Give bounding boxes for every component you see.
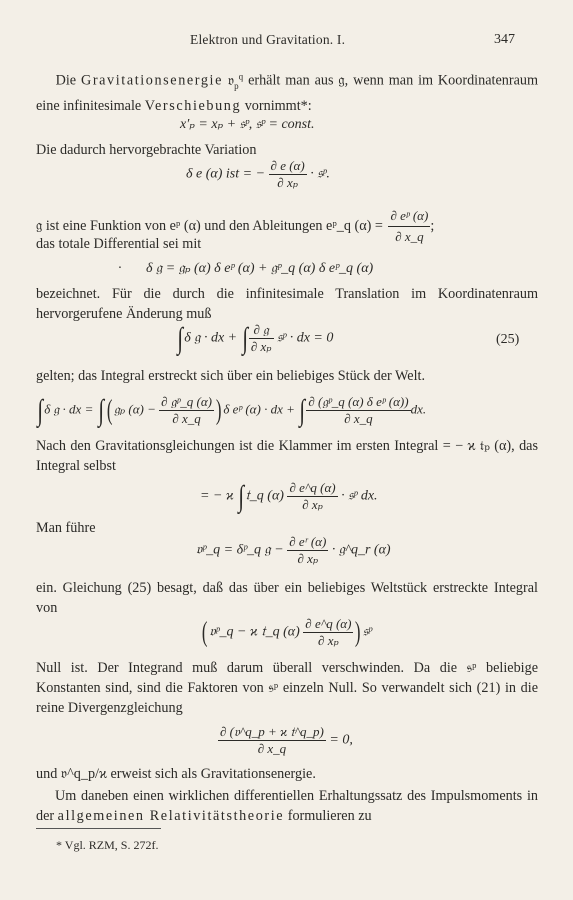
- paragraph-translation-change: bezeichnet. Für die durch die infinitesimale Translation im Koordinatenraum hervorgerufene Änderung muß: [36, 286, 538, 322]
- paragraph-introduce: Man führe: [36, 520, 96, 536]
- page-number: 347: [494, 32, 515, 47]
- running-title: Elektron und Gravitation. I.: [190, 32, 346, 47]
- equation-translation: x′ₚ = xₚ + 𝔰ᵖ, 𝔰ᵖ = const.: [180, 117, 315, 132]
- paragraph-integrand-vanishes: Null ist. Der Integrand muß darum überall verschwinden. Da die 𝔰ᵖ beliebige Konstanten sind, sind die Faktoren von 𝔰ᵖ einzeln Null. So verwandelt sich (21) in die reine Divergenzgleichung: [36, 660, 538, 716]
- paragraph-variation: Die dadurch hervorgebrachte Variation: [36, 142, 257, 158]
- equation-divergence: $\frac{\text{∂ (𝔳\textasciicircum{}q\_p + ϰ 𝔱\textasciicircum{}q\_p)}}{\partial x\_q}$ = 0,: [220, 724, 353, 756]
- equation-variation: δ e (α) ist = − $\frac{\partial e (\alpha)}{\text{∂ xₚ}}$ · 𝔰ᵖ.: [186, 158, 330, 190]
- equation-number: (25): [496, 332, 520, 347]
- paragraph-total-differential: das totale Differential sei mit: [36, 236, 202, 252]
- footnote-divider: [36, 828, 161, 829]
- text-fragment: erhält man aus 𝔤, wenn man im Koordinatenraum eine infinitesimale: [36, 72, 539, 114]
- paragraph-gravitational-energy: [36, 66, 538, 116]
- spaced-term: Verschiebung: [144, 97, 242, 114]
- equation-v-definition: 𝔳ᵖ_q = δᵖ_q 𝔤 − $\frac{\text{∂ eʳ (α)}}{\text{∂ xₚ}}$ · 𝔤^q_r (α): [196, 534, 391, 566]
- paragraph-g-function: 𝔤 ist eine Funktion von eᵖ (α) und den Ableitungen eᵖ_q (α) = $\frac{\text{∂ eᵖ (α)}}{\partial x\_q}$ ;: [36, 206, 538, 247]
- paragraph-gravitational-energy-conclusion: und 𝔳^q_p/ϰ erweist sich als Gravitationsenergie.: [36, 766, 316, 782]
- paragraph-integral-extent: gelten; das Integral erstreckt sich über ein beliebiges Stück der Welt.: [36, 368, 426, 384]
- equation-integral-itself: = − ϰ ∫𝔱_q (α) $\frac{\partial e\^{}q (\alpha)}{\text{∂ xₚ}}$ · 𝔰ᵖ dx.: [200, 479, 378, 513]
- equation-25: ∫δ 𝔤 · dx + ∫ $\frac{\text{∂ 𝔤}}{\text{∂ xₚ}}$ 𝔰ᵖ · dx = 0: [177, 321, 334, 355]
- spaced-term: Gravitationsenergie: [80, 72, 223, 89]
- paragraph-gravitational-equations: Nach den Gravitationsgleichungen ist die Klammer im ersten Integral = − ϰ 𝔱ₚ (α), das Integral selbst: [36, 438, 538, 474]
- text-fragment: Die: [55, 72, 81, 89]
- equation-integral-split: ∫δ 𝔤 · dx = ∫ ( 𝔤ₚ (α) − $\frac{\text{∂ 𝔤ᵖ\_q (α)}}{\partial x\_q}$ ) δ eᵖ (α) · dx + ∫ $\frac{\text{∂ (𝔤ᵖ\_q (α) δ eᵖ (α))}}{\partial x\_q}$ dx.: [37, 393, 427, 427]
- paragraph-equation-25-states: ein. Gleichung (25) besagt, daß das über ein beliebiges Weltstück erstreckte Integral von: [36, 580, 538, 616]
- paragraph-angular-momentum: Um daneben einen wirklichen differentiellen Erhaltungssatz des Impulsmoments in der allgemeinen Relativitätstheorie formulieren zu: [36, 788, 538, 824]
- equation-total-differential: · δ 𝔤 = 𝔤ₚ (α) δ eᵖ (α) + 𝔤ᵖ_q (α) δ eᵖ_q (α): [118, 261, 374, 276]
- symbol-v: 𝔳$_p^q$: [223, 71, 244, 91]
- footnote: * Vgl. RZM, S. 272f.: [56, 838, 159, 852]
- text-fragment: vornimmt*:: [241, 97, 312, 114]
- equation-integrand: ( 𝔳ᵖ_q − ϰ 𝔱_q (α) $\frac{\partial e\^{}q (\alpha)}{\text{∂ xₚ}}$ ) 𝔰ᵖ: [201, 616, 372, 648]
